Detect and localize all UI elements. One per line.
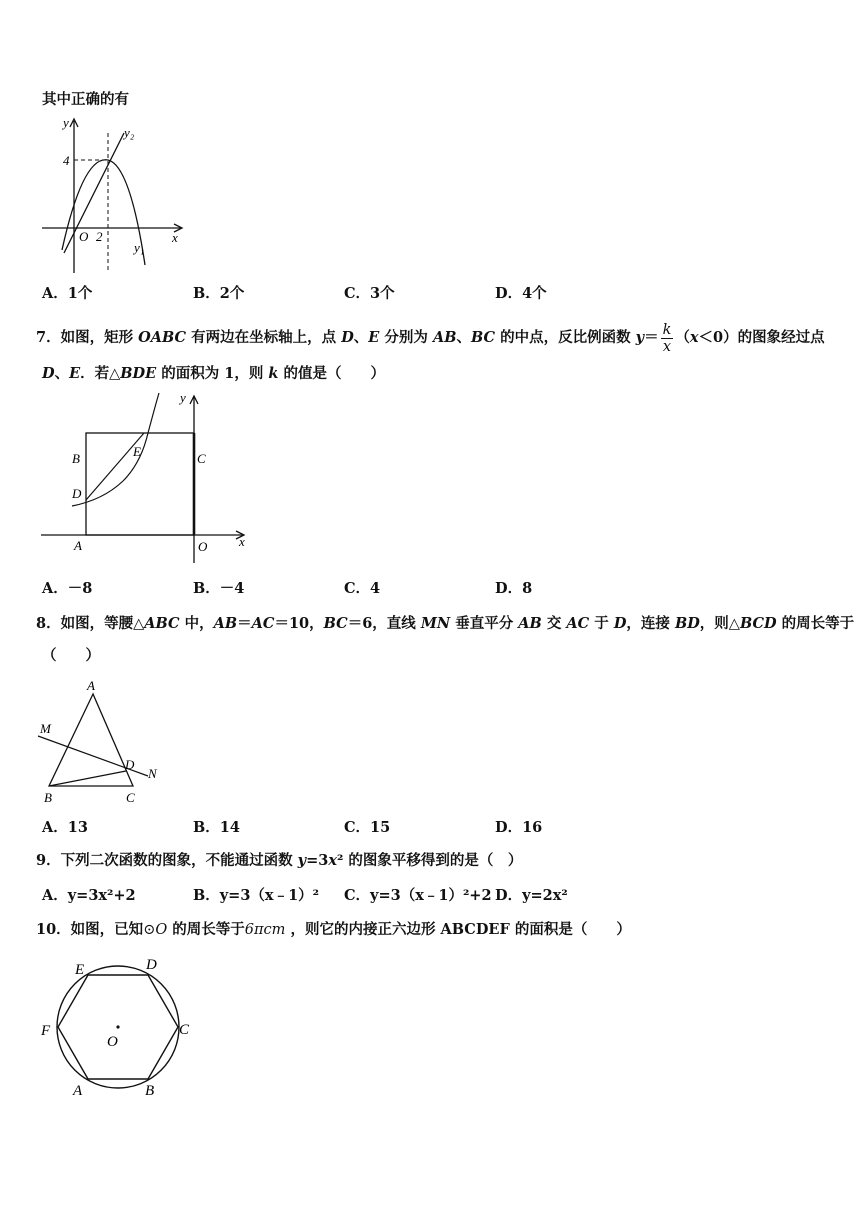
q8-c-label: C (126, 790, 135, 805)
q8-option-a[interactable]: A．13 (42, 819, 88, 836)
q6-option-d[interactable]: D．4个 (495, 285, 547, 302)
q7-x-label: x (239, 534, 245, 549)
q10-a-label: A (73, 1083, 83, 1099)
q7-e-label: E (133, 444, 141, 459)
q7-o-label: O (198, 539, 208, 554)
q10-graph (38, 954, 198, 1102)
q10-line: 10．如图，已知⊙O 的周长等于6πcm ，则它的内接正六边形 ABCDEF 的面积是（ ） (36, 921, 631, 938)
q10-d-label: D (146, 957, 157, 973)
q6-four-label: 4 (63, 153, 70, 168)
q9-line: 9．下列二次函数的图象，不能通过函数 y=3x² 的图象平移得到的是（ ） (36, 852, 523, 869)
q9-option-b[interactable]: B．y=3（x﹣1）² (193, 887, 320, 904)
q6-x-label: x (172, 230, 178, 245)
q6-o-label: O (79, 229, 89, 244)
q7-option-b[interactable]: B．－4 (193, 580, 245, 597)
q7-line2: D、E．若△BDE 的面积为 1，则 k 的值是（ ） (42, 365, 386, 382)
q7-line1: 7．如图，矩形 OABC 有两边在坐标轴上，点 D、E 分别为 AB、BC 的中点，反比例函数 y＝ $\frac{k}{x}$ （x＜0）的图象经过点 (36, 321, 825, 355)
q6-option-b[interactable]: B．2个 (193, 285, 245, 302)
q7-d-label: D (72, 486, 82, 501)
q9-option-a[interactable]: A．y=3x²+2 (42, 887, 136, 904)
q10-e-label: E (75, 962, 85, 978)
q10-o-label: O (107, 1034, 118, 1050)
q6-y-label: y (63, 115, 69, 130)
q8-a-label: A (87, 678, 95, 693)
q8-d-label: D (125, 757, 135, 772)
q8-option-c[interactable]: C．15 (344, 819, 391, 836)
q6-two-label: 2 (96, 229, 103, 244)
q8-graph (38, 676, 168, 808)
q8-n-label: N (148, 766, 157, 781)
q6-y1-label: y₁ (134, 240, 145, 255)
q7-a-label: A (74, 538, 82, 553)
q6-intro: 其中正确的有 (42, 91, 129, 108)
q6-option-a[interactable]: A．1个 (42, 285, 93, 302)
q10-b-label: B (145, 1083, 155, 1099)
q6-option-c[interactable]: C．3个 (344, 285, 395, 302)
q7-option-d[interactable]: D．8 (495, 580, 533, 597)
q6-y2-label: y₂ (124, 125, 135, 140)
q8-m-label: M (40, 721, 51, 736)
q7-c-label: C (197, 451, 206, 466)
q8-b-label: B (44, 790, 52, 805)
q7-graph (38, 388, 253, 563)
q9-option-c[interactable]: C．y=3（x﹣1）²+2 (344, 887, 492, 904)
q7-option-a[interactable]: A．－8 (42, 580, 93, 597)
q7-fraction: $\frac{k}{x}$ (662, 321, 672, 355)
q8-line2: （ ） (42, 647, 100, 664)
q6-graph (38, 115, 188, 280)
q9-option-d[interactable]: D．y=2x² (495, 887, 568, 904)
q8-option-b[interactable]: B．14 (193, 819, 240, 836)
q8-line1: 8．如图，等腰△ABC 中，AB＝AC＝10，BC＝6，直线 MN 垂直平分 AB 交 AC 于 D，连接 BD，则△BCD 的周长等于 (36, 615, 855, 632)
q10-f-label: F (41, 1023, 51, 1039)
q8-option-d[interactable]: D．16 (495, 819, 543, 836)
q10-c-label: C (179, 1022, 190, 1038)
q7-option-c[interactable]: C．4 (344, 580, 381, 597)
q7-b-label: B (72, 451, 80, 466)
q7-y-label: y (180, 390, 186, 405)
